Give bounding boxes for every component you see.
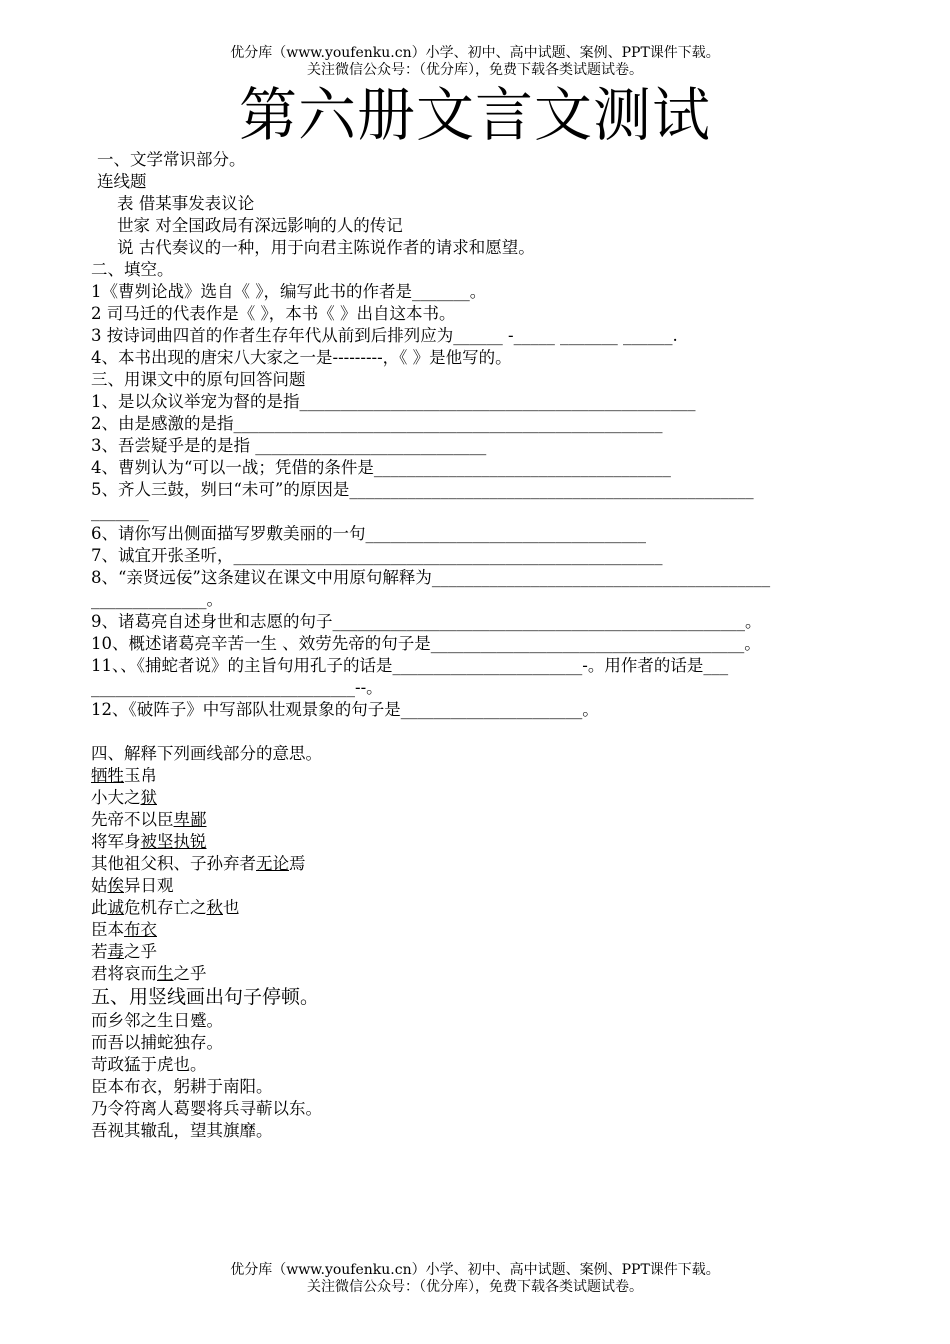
- text: 君将哀而: [91, 964, 157, 983]
- text: 将军身: [91, 832, 141, 851]
- text: 焉: [289, 854, 306, 873]
- explain-item: [91, 809, 891, 831]
- text: 危机存亡之: [124, 898, 207, 917]
- explain-item: [91, 897, 891, 919]
- page-title: 第六册文言文测试: [238, 81, 711, 149]
- explain-item: [91, 919, 891, 941]
- section-4-heading: 四、解释下列画线部分的意思。: [91, 744, 322, 763]
- explain-item: [91, 765, 891, 787]
- text: 先帝不以臣: [91, 810, 174, 829]
- underlined-word: 秋: [206, 898, 223, 917]
- fill-item: 2 司马迁的代表作是《 》，本书《 》出自这本书。: [91, 304, 456, 323]
- text: 小大之: [91, 788, 141, 807]
- question-item: 9、诸葛亮自述身世和志愿的句子__________________________________________________。: [91, 612, 762, 631]
- explain-item: [91, 787, 891, 809]
- footer-line-2: 关注微信公众号：（优分库），免费下载各类试题试卷。: [307, 1279, 643, 1295]
- sentence-item: 乃令符离人葛婴将兵寻蕲以东。: [91, 1099, 322, 1118]
- underlined-word: 卑鄙: [173, 810, 207, 829]
- text: 之乎: [124, 942, 157, 961]
- question-item: 3、吾尝疑乎是的是指 ____________________________: [91, 436, 487, 455]
- sentence-item: 而乡邻之生日蹙。: [91, 1011, 223, 1030]
- question-item: 11、、《捕蛇者说》的主旨句用孔子的话是_______________________-。用作者的话是___: [91, 656, 729, 675]
- underlined-word: 诚: [107, 898, 124, 917]
- header-line-1: 优分库（www.youfenku.cn）小学、初中、高中试题、案例、PPT课件下载。: [230, 45, 720, 61]
- question-item: 4、曹刿认为“可以一战；凭借的条件是____________________________________: [91, 458, 671, 477]
- header-line-2: 关注微信公众号：（优分库），免费下载各类试题试卷。: [307, 62, 643, 78]
- section-1-subheading: 连线题: [97, 172, 147, 191]
- question-item: 5、齐人三鼓，刿曰“未可”的原因是_________________________________________________: [91, 480, 754, 499]
- text: 异日观: [124, 876, 174, 895]
- underlined-word: 无论: [256, 854, 289, 873]
- sentence-item: 臣本布衣，躬耕于南阳。: [91, 1077, 273, 1096]
- question-item: 2、由是感激的是指____________________________________________________: [91, 414, 663, 433]
- explain-item: [91, 831, 891, 853]
- text: 此: [91, 898, 108, 917]
- question-item: 1、是以众议举宠为督的是指________________________________________________: [91, 392, 696, 411]
- footer-line-1: 优分库（www.youfenku.cn）小学、初中、高中试题、案例、PPT课件下载。: [230, 1262, 720, 1278]
- text: 其他祖父积、子孙弃者: [91, 854, 256, 873]
- question-item: _______: [91, 502, 149, 521]
- document-body: [91, 149, 891, 1142]
- underlined-word: 牺牲: [91, 766, 124, 785]
- underlined-word: 毒: [107, 942, 124, 961]
- text: 臣本: [91, 920, 124, 939]
- page-header: [0, 45, 950, 79]
- fill-item: 1《曹刿论战》选自《 》，编写此书的作者是_______。: [91, 282, 487, 301]
- explain-item: [91, 963, 891, 985]
- matching-item: 世家 对全国政局有深远影响的人的传记: [117, 216, 403, 235]
- sentence-item: 苛政猛于虎也。: [91, 1055, 207, 1074]
- fill-item: 3 按诗词曲四首的作者生存年代从前到后排列应为______ -_____ _______ ______.: [91, 326, 678, 345]
- text: 姑: [91, 876, 108, 895]
- sentence-item: 吾视其辙乱，望其旗靡。: [91, 1121, 273, 1140]
- question-item: ________________________________--。: [91, 678, 383, 697]
- matching-item: 说 古代奏议的一种，用于向君主陈说作者的请求和愿望。: [117, 238, 535, 257]
- underlined-word: 俟: [107, 876, 124, 895]
- text: 若: [91, 942, 108, 961]
- text: 之乎: [173, 964, 207, 983]
- underlined-word: 狱: [140, 788, 157, 807]
- page-footer: [0, 1262, 950, 1296]
- section-5-heading: 五、用竖线画出句子停顿。: [91, 986, 320, 1008]
- question-item: 8、“亲贤远佞”这条建议在课文中用原句解释为_________________________________________: [91, 568, 771, 587]
- underlined-word: 布衣: [124, 920, 157, 939]
- explain-item: [91, 875, 891, 897]
- question-item: 6、请你写出侧面描写罗敷美丽的一句__________________________________: [91, 524, 646, 543]
- fill-item: 4、本书出现的唐宋八大家之一是---------，《 》是他写的。: [91, 348, 512, 367]
- section-2-heading: 二、填空。: [91, 260, 174, 279]
- question-item: 7、诚宜开张圣听，____________________________________________________: [91, 546, 663, 565]
- explain-item: [91, 941, 891, 963]
- question-item: ______________。: [91, 590, 223, 609]
- sentence-item: 而吾以捕蛇独存。: [91, 1033, 223, 1052]
- text: 玉帛: [124, 766, 157, 785]
- question-item: 12、《破阵子》中写部队壮观景象的句子是______________________。: [91, 700, 599, 719]
- matching-item: 表 借某事发表议论: [117, 194, 255, 213]
- question-item: 10、概述诸葛亮辛苦一生 、效劳先帝的句子是______________________________________。: [91, 634, 761, 653]
- explain-item: [91, 853, 891, 875]
- underlined-word: 生: [157, 964, 174, 983]
- section-1-heading: 一、文学常识部分。: [97, 150, 246, 169]
- text: 也: [223, 898, 240, 917]
- section-3-heading: 三、用课文中的原句回答问题: [91, 370, 306, 389]
- underlined-word: 被坚执锐: [140, 832, 207, 851]
